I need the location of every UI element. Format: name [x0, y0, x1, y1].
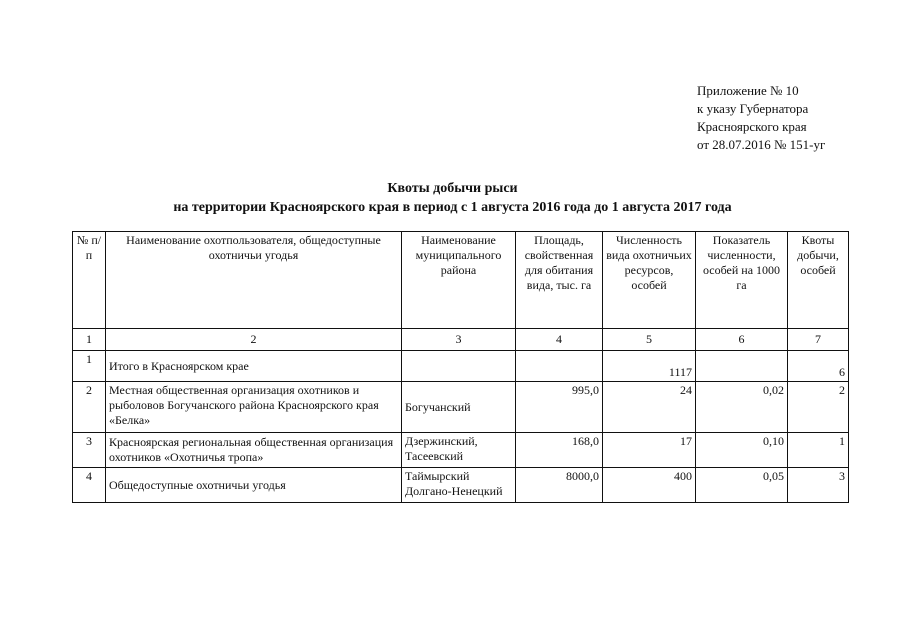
user-name-cell: Красноярская региональная общественная организация охотников «Охотничья тропа» — [106, 433, 402, 468]
density-cell — [696, 351, 788, 382]
header-cell-district: Наименование муниципального района — [402, 232, 516, 329]
row-number-cell: 1 — [73, 351, 106, 382]
appendix-line: от 28.07.2016 № 151-уг — [697, 137, 826, 152]
quota-table — [72, 231, 849, 503]
quota-cell: 6 — [788, 351, 849, 382]
row-number-cell: 4 — [73, 468, 106, 503]
user-name-cell: Итого в Красноярском крае — [106, 351, 402, 382]
column-number-cell: 5 — [603, 329, 696, 351]
user-name-cell: Местная общественная организация охотников и рыболовов Богучанского района Красноярского края «Белка» — [106, 382, 402, 433]
title-line: на территории Красноярского края в период с 1 августа 2016 года до 1 августа 2017 года — [173, 200, 732, 215]
population-cell: 24 — [603, 382, 696, 433]
table-row — [73, 351, 849, 382]
table-row — [73, 468, 849, 503]
district-cell: Таймырский Долгано-Ненецкий — [402, 468, 516, 503]
column-number-cell: 4 — [516, 329, 603, 351]
column-number-cell: 2 — [106, 329, 402, 351]
column-number-cell: 3 — [402, 329, 516, 351]
quota-cell: 2 — [788, 382, 849, 433]
district-cell — [402, 351, 516, 382]
area-cell: 8000,0 — [516, 468, 603, 503]
table-header-row — [73, 232, 849, 329]
appendix-block — [697, 82, 825, 154]
column-number-cell: 7 — [788, 329, 849, 351]
quota-cell: 3 — [788, 468, 849, 503]
user-name-cell: Общедоступные охотничьи угодья — [106, 468, 402, 503]
title-line: Квоты добычи рыси — [387, 181, 518, 196]
row-number-cell: 2 — [73, 382, 106, 433]
population-cell: 17 — [603, 433, 696, 468]
area-cell: 168,0 — [516, 433, 603, 468]
appendix-line: к указу Губернатора — [697, 101, 809, 116]
header-cell-number: № п/п — [73, 232, 106, 329]
appendix-line: Красноярского края — [697, 119, 807, 134]
header-cell-area: Площадь, свойственная для обитания вида, тыс. га — [516, 232, 603, 329]
area-cell — [516, 351, 603, 382]
header-cell-name: Наименование охотпользователя, общедоступные охотничьи угодья — [106, 232, 402, 329]
column-number-cell: 6 — [696, 329, 788, 351]
population-cell: 400 — [603, 468, 696, 503]
column-number-row — [73, 329, 849, 351]
density-cell: 0,05 — [696, 468, 788, 503]
column-number-cell: 1 — [73, 329, 106, 351]
header-cell-density: Показатель численности, особей на 1000 га — [696, 232, 788, 329]
table-row — [73, 433, 849, 468]
header-cell-quota: Квоты добычи, особей — [788, 232, 849, 329]
population-cell: 1117 — [603, 351, 696, 382]
document-title — [0, 179, 905, 217]
district-cell: Дзержинский, Тасеевский — [402, 433, 516, 468]
appendix-line: Приложение № 10 — [697, 83, 799, 98]
quota-cell: 1 — [788, 433, 849, 468]
district-cell: Богучанский — [402, 382, 516, 433]
table-row — [73, 382, 849, 433]
density-cell: 0,10 — [696, 433, 788, 468]
row-number-cell: 3 — [73, 433, 106, 468]
header-cell-population: Численность вида охотничьих ресурсов, особей — [603, 232, 696, 329]
area-cell: 995,0 — [516, 382, 603, 433]
density-cell: 0,02 — [696, 382, 788, 433]
